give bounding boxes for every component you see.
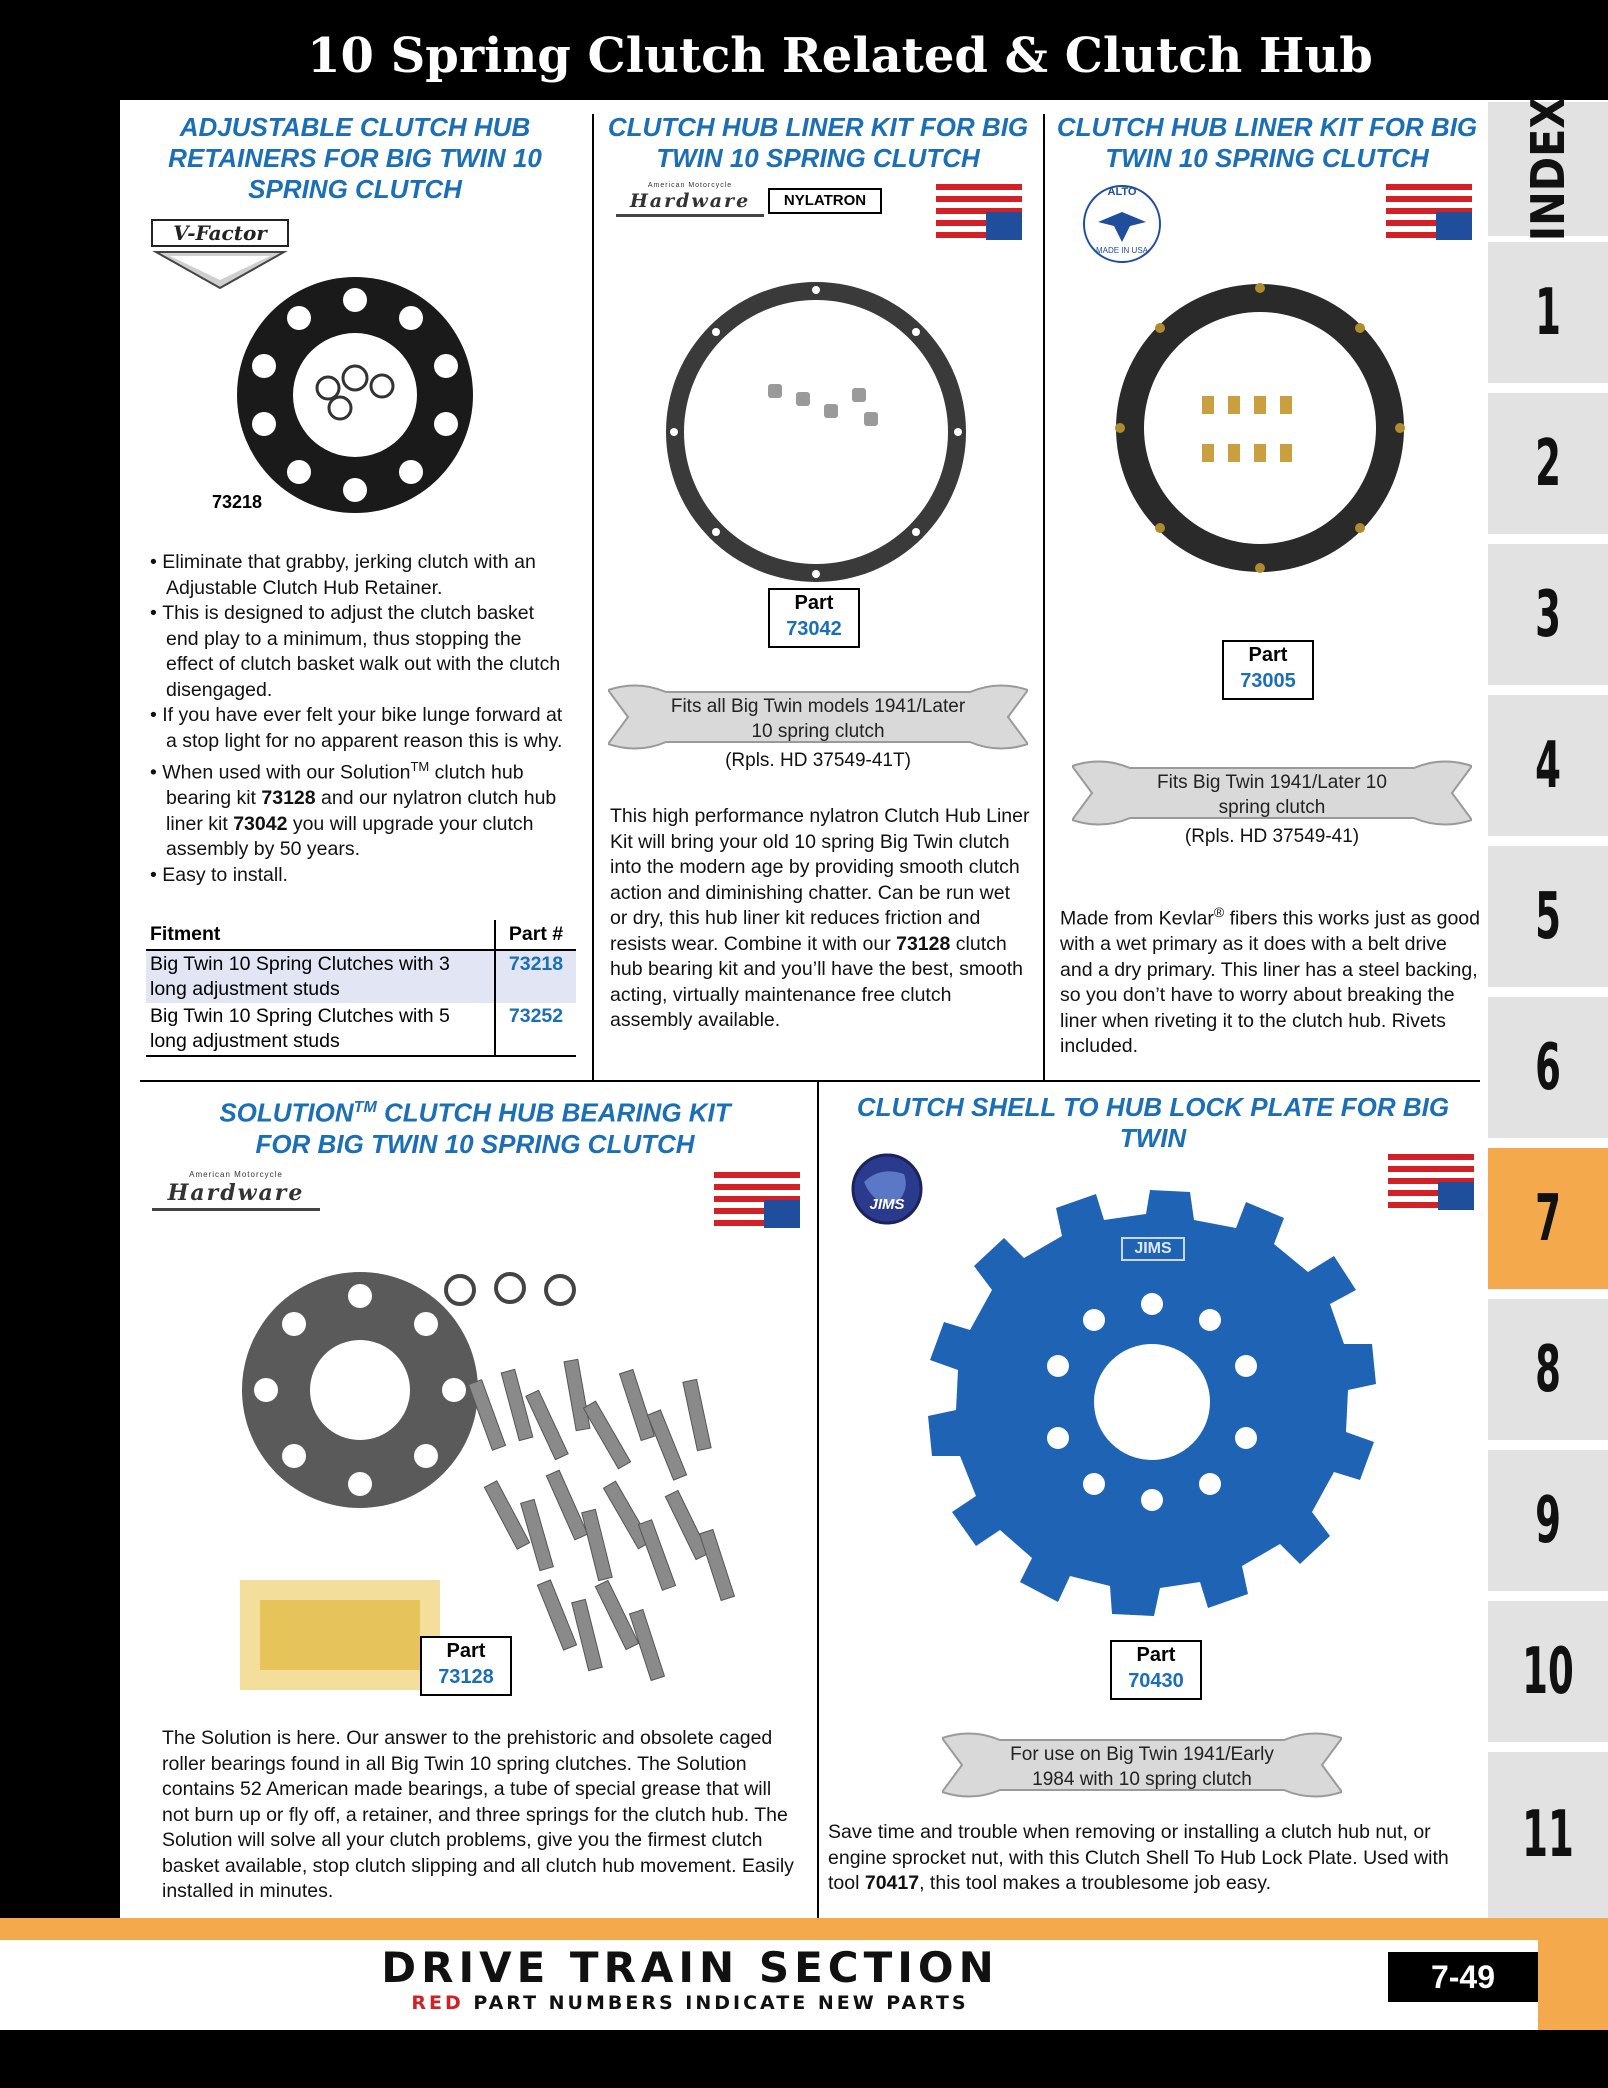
description-text: Save time and trouble when removing or installing a clutch hub nut, or engine sprocket nut, with this Clutch Shell To Hub Lock Plate. Used with tool xyxy=(828,1821,1449,1894)
tab-9[interactable] xyxy=(1488,1450,1608,1591)
retainer-image-label: 73218 xyxy=(212,492,263,512)
part-label: Part xyxy=(794,592,834,614)
bullet: • If you have ever felt your bike lunge forward at a stop light for no apparent reason this is why. xyxy=(150,704,563,752)
content-panel xyxy=(120,100,1490,1918)
liner-nylatron-heading: CLUTCH HUB LINER KIT FOR BIG TWIN 10 SPRING CLUTCH xyxy=(607,112,1029,173)
hardware-logo-rule xyxy=(152,1208,320,1211)
alto-logo-text: ALTO xyxy=(1107,186,1137,198)
column-divider xyxy=(1043,114,1045,1080)
tab-1[interactable] xyxy=(1488,242,1608,383)
bullet-text: If you have ever felt your bike lunge forward at a stop light for no apparent reason this is why. xyxy=(162,704,563,752)
part-box-73128 xyxy=(420,1636,512,1696)
description-text: fibers this works just as good with a wet primary as it does with a belt drive and a dry primary. This liner has a steel backing, so you don’t have to worry about breaking the liner when riveting it to the clutch hub. Rivets included. xyxy=(1060,907,1480,1057)
hardware-logo xyxy=(146,1170,326,1218)
section-title: DRIVE TRAIN SECTION xyxy=(381,1943,999,1992)
tab-6[interactable] xyxy=(1488,997,1608,1138)
tab-5[interactable] xyxy=(1488,846,1608,987)
usa-flag-icon xyxy=(936,184,1022,240)
liner-kevlar-heading: CLUTCH HUB LINER KIT FOR BIG TWIN 10 SPRING CLUTCH xyxy=(1056,112,1478,173)
heading-text: FOR BIG TWIN 10 SPRING CLUTCH xyxy=(255,1128,695,1159)
tab-label: 5 xyxy=(1535,879,1561,954)
description-text: This high performance nylatron Clutch Hub Liner Kit will bring your old 10 spring Big Twin clutch into the modern age by providing smooth clutch action and diminishing chatter. Can be run wet or dry, this hub liner kit reduces friction and resists wear. Combine it with our xyxy=(610,805,1030,955)
tab-label: 8 xyxy=(1535,1332,1561,1407)
bullet-text: When used with our Solution xyxy=(162,761,411,784)
description-text: , this tool makes a troublesome job easy. xyxy=(919,1872,1271,1894)
usa-flag-icon xyxy=(1386,184,1472,240)
part-header: Part # xyxy=(495,920,576,950)
new-parts-text: PART NUMBERS INDICATE NEW PARTS xyxy=(463,1992,969,2014)
bullet-text: you will upgrade your clutch assembly by 50 years. xyxy=(166,812,534,860)
tab-label: 4 xyxy=(1535,728,1561,803)
hardware-logo xyxy=(610,182,770,222)
vfactor-logo-text: V-Factor xyxy=(173,221,267,245)
part-ref: 73128 xyxy=(261,787,316,809)
footer-accent xyxy=(1538,1940,1608,2030)
part-cell[interactable]: 73218 xyxy=(495,950,576,1003)
fitment-wrench-banner xyxy=(1072,756,1472,830)
part-number[interactable]: 70430 xyxy=(1128,1670,1184,1692)
part-box-73005 xyxy=(1222,640,1314,700)
new-parts-red-word: RED xyxy=(411,1992,464,2014)
nylatron-logo: NYLATRON xyxy=(768,188,882,214)
usa-flag-icon xyxy=(714,1172,800,1228)
jims-logo-text: JIMS xyxy=(869,1196,905,1213)
lock-plate-heading: CLUTCH SHELL TO HUB LOCK PLATE FOR BIG TWIN xyxy=(856,1092,1450,1153)
part-label: Part xyxy=(446,1640,486,1662)
column-divider xyxy=(592,114,594,1080)
registered-mark: ® xyxy=(1213,904,1225,920)
table-row xyxy=(146,950,576,1003)
tab-7[interactable] xyxy=(1488,1148,1608,1289)
tab-8[interactable] xyxy=(1488,1299,1608,1440)
bullet: • When used with our Solution™ clutch hub bearing kit 73128 and our nylatron clutch hub liner kit 73042 you will upgrade your clutch assembly by 50 years. xyxy=(150,759,557,860)
tab-label: 9 xyxy=(1535,1483,1561,1558)
part-box-70430 xyxy=(1110,1640,1202,1700)
replaces-text: (Rpls. HD 37549-41) xyxy=(1184,826,1360,847)
fitment-cell: Big Twin 10 Spring Clutches with 3 long adjustment studs xyxy=(146,950,495,1003)
tab-11[interactable] xyxy=(1488,1752,1608,1918)
tab-10[interactable] xyxy=(1488,1601,1608,1742)
bearing-kit-heading xyxy=(140,1092,810,1160)
tab-3[interactable] xyxy=(1488,544,1608,685)
tab-label: 10 xyxy=(1522,1634,1574,1709)
fitment-wrench-banner xyxy=(942,1728,1342,1802)
fitment-cell: Big Twin 10 Spring Clutches with 5 long adjustment studs xyxy=(146,1003,495,1056)
retainer-image xyxy=(230,270,480,520)
hardware-logo-text: Hardware xyxy=(629,190,751,212)
section-tabs xyxy=(1488,96,1608,1918)
tab-label: 2 xyxy=(1535,426,1561,501)
part-label: Part xyxy=(1136,1644,1176,1666)
part-number[interactable]: 73128 xyxy=(438,1666,494,1688)
row-divider xyxy=(140,1080,1480,1082)
tab-label: 6 xyxy=(1535,1030,1561,1105)
liner-nylatron-description xyxy=(610,804,1030,1034)
hardware-logo-small-text: American Motorcycle xyxy=(647,182,733,189)
liner-kevlar-image xyxy=(1110,278,1410,578)
alto-logo xyxy=(1080,182,1164,266)
part-cell[interactable]: 73252 xyxy=(495,1003,576,1056)
tab-2[interactable] xyxy=(1488,393,1608,534)
part-ref: 73128 xyxy=(896,932,951,955)
tab-label: 3 xyxy=(1535,577,1561,652)
lock-plate-image xyxy=(890,1180,1410,1650)
part-ref: 73042 xyxy=(233,812,288,835)
trademark: TM xyxy=(410,759,430,774)
lock-plate-description xyxy=(828,1820,1478,1897)
bullet-text: Eliminate that grabby, jerking clutch with an Adjustable Clutch Hub Retainer. xyxy=(162,551,536,599)
liner-nylatron-image xyxy=(656,272,976,592)
description-text: Made from Kevlar xyxy=(1060,907,1214,930)
retainer-bullets xyxy=(150,550,570,888)
fitment-text: Fits Big Twin 1941/Later 10 spring clutch xyxy=(1157,772,1387,818)
fitment-text: For use on Big Twin 1941/Early 1984 with 10 spring clutch xyxy=(1010,1744,1274,1790)
bullet-text: Easy to install. xyxy=(162,863,288,886)
hardware-logo-text: Hardware xyxy=(167,1180,305,1206)
part-box-73042 xyxy=(768,588,860,648)
tab-label: 7 xyxy=(1535,1181,1561,1256)
bullet-text: This is designed to adjust the clutch basket end play to a minimum, thus stopping the effect of clutch basket walk out with the clutch disengaged. xyxy=(162,602,561,701)
new-parts-note xyxy=(0,1992,1380,2014)
hardware-logo-small-text: American Motorcycle xyxy=(189,1170,283,1179)
table-header xyxy=(146,920,576,950)
lock-plate-mark: JIMS xyxy=(1134,1240,1172,1257)
fitment-wrench-banner xyxy=(608,680,1028,754)
part-number[interactable]: 73005 xyxy=(1240,670,1296,692)
tab-4[interactable] xyxy=(1488,695,1608,836)
tab-label: 11 xyxy=(1522,1798,1574,1872)
bullet: • This is designed to adjust the clutch basket end play to a minimum, thus stopping the effect of clutch basket walk out with the clutch disengaged. xyxy=(150,602,561,701)
bullet-text: and our nylatron clutch hub liner kit xyxy=(166,787,557,835)
bullet-text: clutch hub bearing kit xyxy=(166,761,524,809)
tab-label: INDEX xyxy=(1521,96,1575,242)
part-ref: 70417 xyxy=(864,1872,920,1894)
page-title: 10 Spring Clutch Related & Clutch Hub xyxy=(307,28,1373,84)
retainer-heading: ADJUSTABLE CLUTCH HUB RETAINERS FOR BIG TWIN 10 SPRING CLUTCH xyxy=(168,112,542,204)
hardware-logo-rule xyxy=(616,214,764,217)
tab-index[interactable] xyxy=(1488,96,1608,242)
trademark: TM xyxy=(353,1099,377,1116)
footer-stripe xyxy=(0,1918,1608,1940)
part-number[interactable]: 73042 xyxy=(786,618,842,640)
part-label: Part xyxy=(1248,644,1288,666)
fitment-text: Fits all Big Twin models 1941/Later 10 spring clutch xyxy=(670,696,966,742)
fitment-header: Fitment xyxy=(146,920,495,950)
fitment-table xyxy=(146,920,576,1057)
heading-text: CLUTCH HUB BEARING KIT xyxy=(376,1097,731,1128)
alto-logo-subtext: MADE IN USA xyxy=(1095,246,1148,255)
description-text: clutch hub bearing kit and you’ll have the best, smooth acting, virtually maintenance free clutch assembly available. xyxy=(610,932,1024,1031)
column-divider xyxy=(817,1082,819,1918)
bullet: • Easy to install. xyxy=(150,863,288,886)
heading-text: SOLUTION xyxy=(219,1097,354,1128)
bullet: • Eliminate that grabby, jerking clutch with an Adjustable Clutch Hub Retainer. xyxy=(150,551,536,599)
tab-label: 1 xyxy=(1535,275,1561,350)
replaces-text: (Rpls. HD 37549-41T) xyxy=(725,750,911,771)
liner-kevlar-description xyxy=(1060,900,1480,1060)
bearing-kit-description: The Solution is here. Our answer to the prehistoric and obsolete caged roller bearings found in all Big Twin 10 spring clutches. The Solution contains 52 American made bearings, a tube of special grease that will not burn up or fly off, a retainer, and three springs for the clutch hub. The Solution will solve all your clutch problems, give you the firmest clutch basket available, stop clutch slipping and all clutch hub movement. Easily installed in minutes. xyxy=(162,1727,794,1902)
page-number: 7-49 xyxy=(1388,1952,1538,2002)
table-row xyxy=(146,1003,576,1056)
